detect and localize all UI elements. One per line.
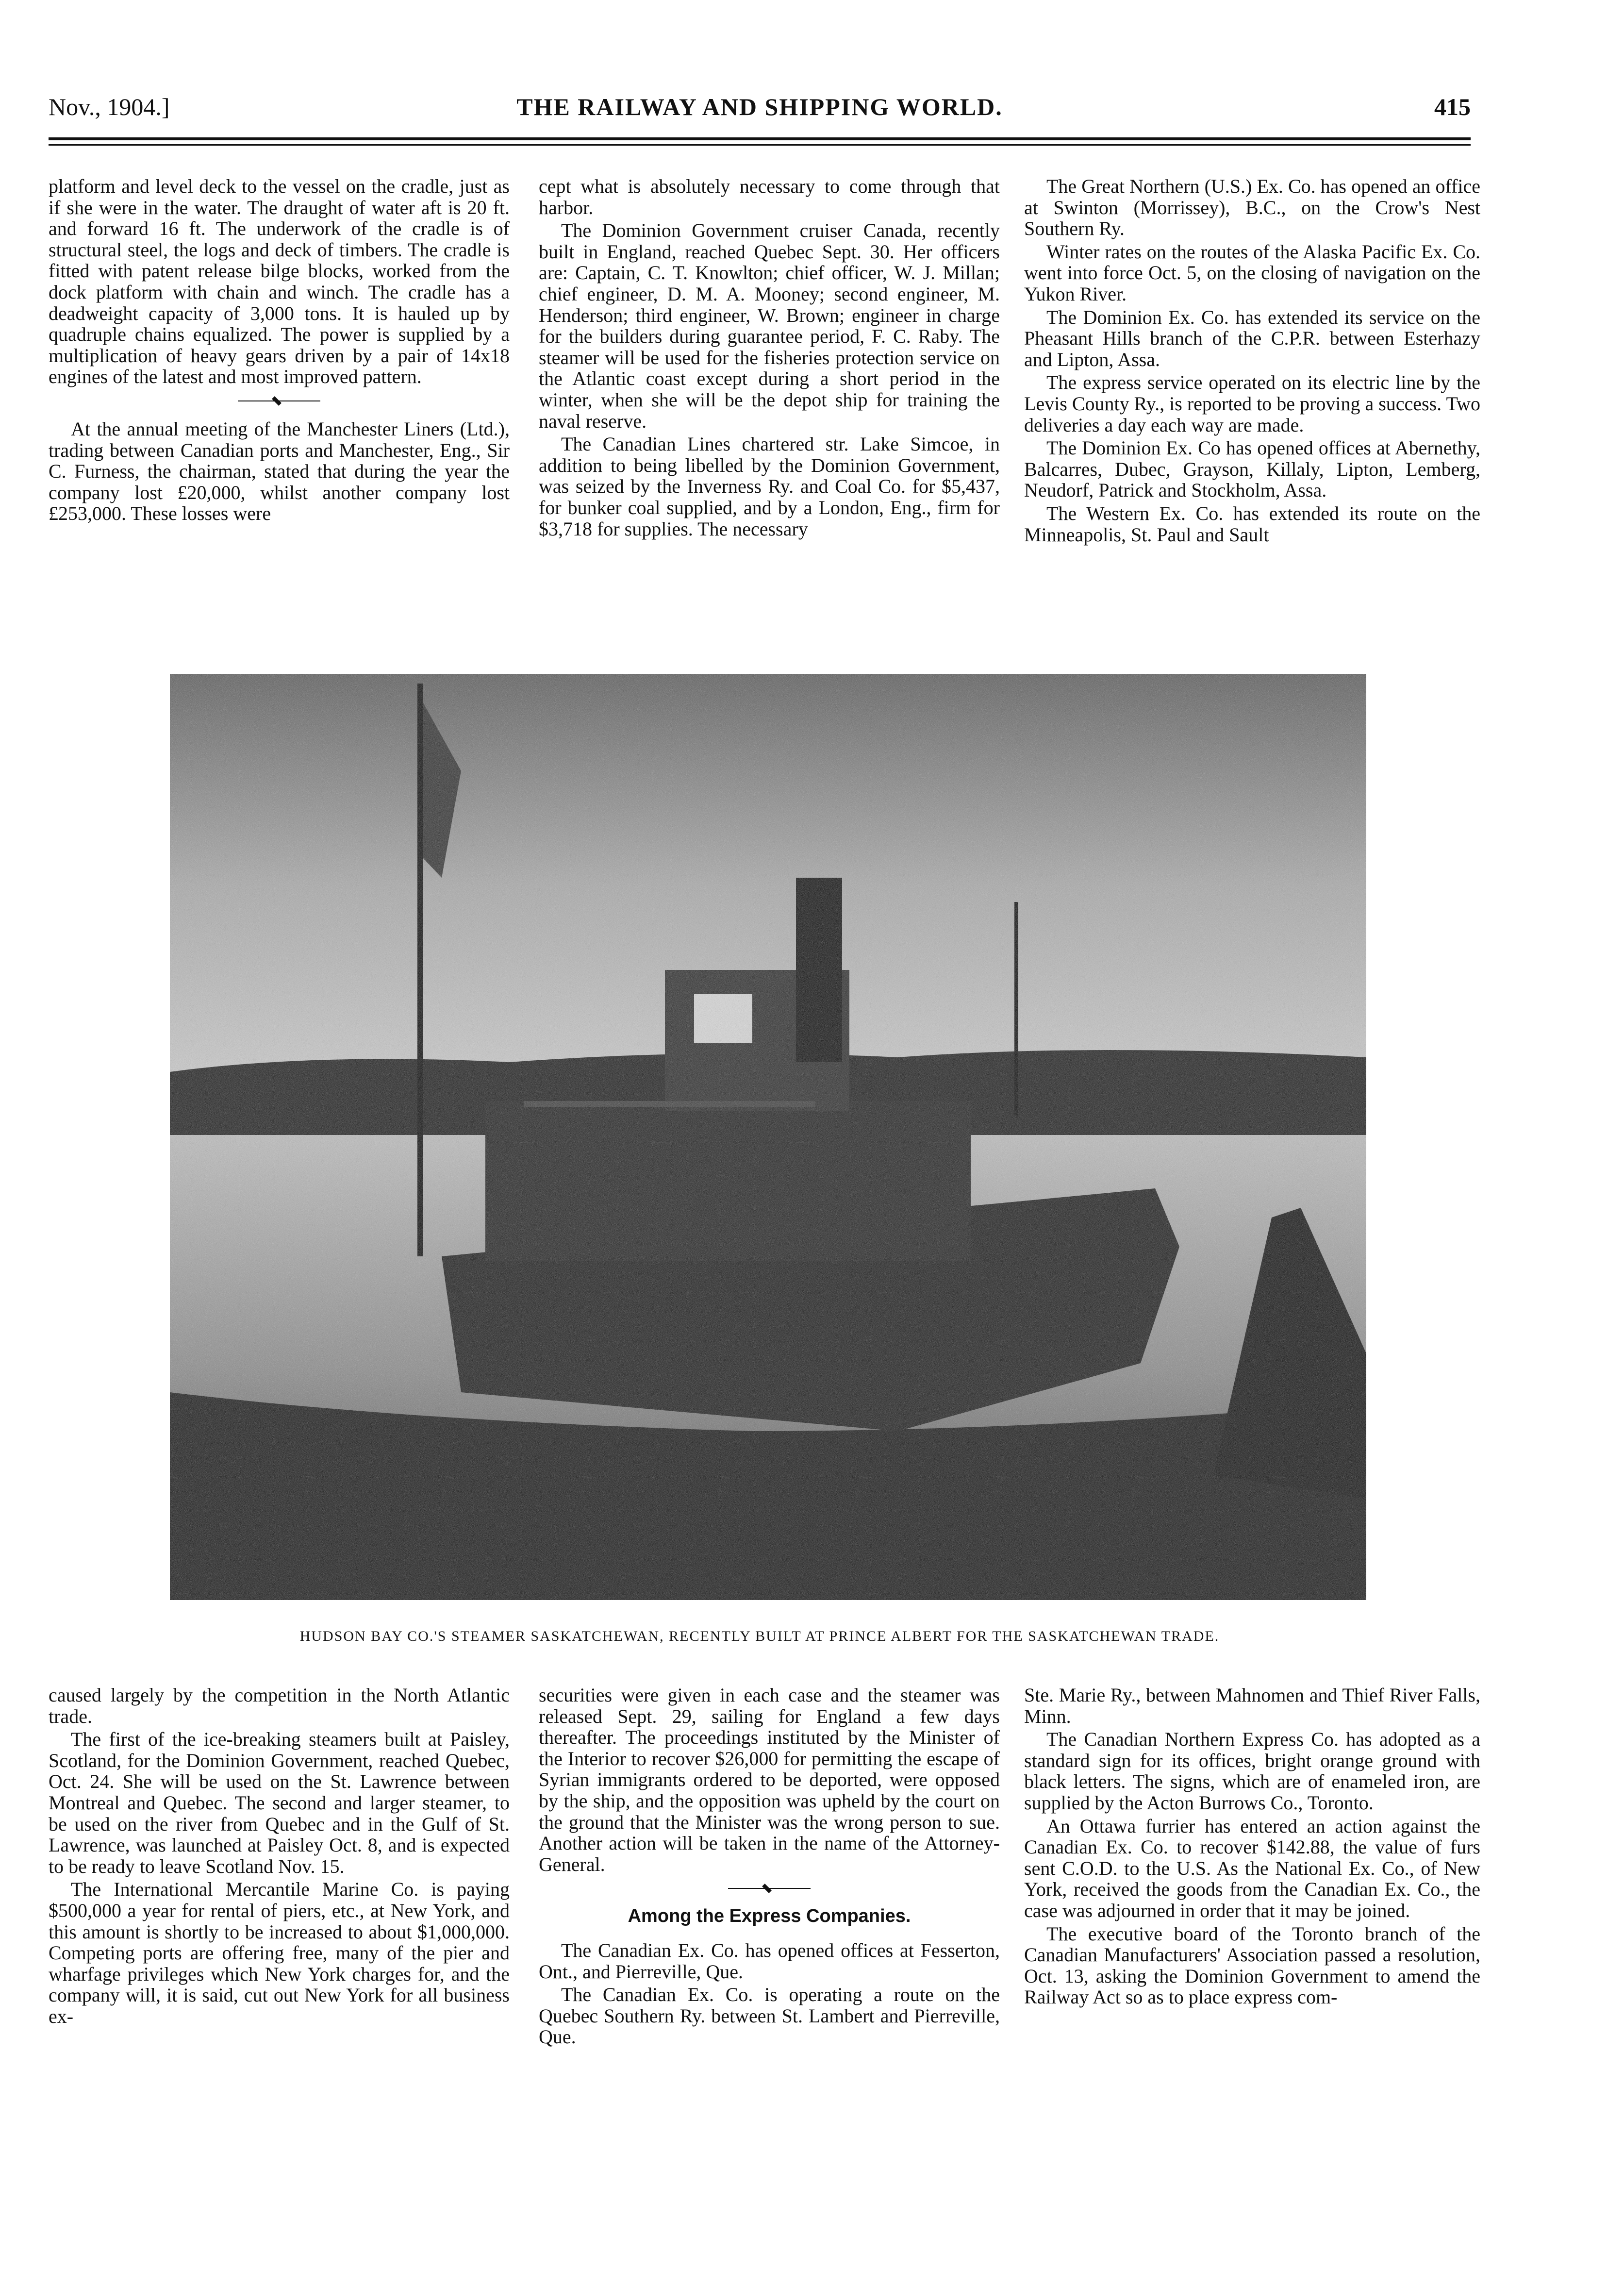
paragraph: caused largely by the competition in the North Atlantic trade. (49, 1685, 510, 1727)
journal-title: THE RAILWAY AND SHIPPING WORLD. (516, 93, 1003, 120)
paragraph: The International Mercantile Marine Co. is paying $500,000 a year for rental of piers, etc., at New York, and this amount is shortly to be increased to about $1,000,000. Competing ports are offering free, many of the pier and wharfage privileges which New York charges for, and the company will, it is said, cut out New York for all business ex- (49, 1878, 510, 2027)
paragraph: The executive board of the Toronto branch of the Canadian Manufacturers' Association passed a resolution, Oct. 13, asking the Dominion Government to amend the Railway Act so as to place express com- (1024, 1922, 1480, 2008)
paragraph: The first of the ice-breaking steamers built at Paisley, Scotland, for the Dominion Government, reached Quebec, Oct. 24. She will be used on the St. Lawrence between Montreal and Quebec. The second and larger steamer, to be used on the river from Quebec and in the Gulf of St. Lawrence, was launched at Paisley Oct. 8, and is expected to be ready to leave Scotland Nov. 15. (49, 1728, 510, 1877)
paragraph: The Canadian Lines chartered str. Lake Simcoe, in addition to being libelled by the Dominion Government, was seized by the Inverness Ry. and Coal Co. for $5,437, for bunker coal supplied, and by a London, Eng., firm for $3,718 for supplies. The necessary (539, 433, 1000, 540)
header-rule-thin (49, 144, 1471, 146)
column-1-top (49, 176, 510, 627)
column-2-top (539, 176, 1000, 627)
paragraph: The Dominion Government cruiser Canada, recently built in England, reached Quebec Sept. 30. Her officers are: Captain, C. T. Knowlton; chief officer, W. J. Millan; chief engineer, D. M. A. Mooney; second engineer, M. Henderson; third engineer, W. Brown; engineer in charge for the builders during guarantee period, F. C. Raby. The steamer will be used for the fisheries protection service on the Atlantic coast except during a short period in the winter, when she will be the depot ship for training the naval reserve. (539, 219, 1000, 432)
running-header (49, 92, 1471, 126)
issue-date: Nov., 1904.] (49, 93, 170, 120)
paragraph: At the annual meeting of the Manchester Liners (Ltd.), trading between Canadian ports and Manchester, Eng., Sir C. Furness, the chairman, stated that during the year the company lost £20,000, whilst another company lost £253,000. These losses were (49, 417, 510, 525)
section-divider-ornament (49, 392, 510, 410)
paragraph: The Canadian Northern Express Co. has adopted as a standard sign for its offices, bright orange ground with black letters. The signs, which are of enameled iron, are supplied by the Acton Burrows Co., Toronto. (1024, 1728, 1480, 1814)
column-2-bottom (539, 1685, 1000, 2185)
paragraph: cept what is absolutely necessary to come through that harbor. (539, 176, 1000, 218)
column-3-top (1024, 176, 1480, 627)
paragraph: The Canadian Ex. Co. has opened offices at Fesserton, Ont., and Pierreville, Que. (539, 1939, 1000, 1983)
header-rule-thick (49, 137, 1471, 140)
paragraph: The Western Ex. Co. has extended its route on the Minneapolis, St. Paul and Sault (1024, 502, 1480, 546)
steamer-photo (170, 674, 1366, 1600)
paragraph: securities were given in each case and the steamer was released Sept. 29, sailing for England a few days thereafter. The proceedings instituted by the Minister of the Interior to recover $26,000 for permitting the escape of Syrian immigrants ordered to be deported, were opposed by the ship, and the opposition was upheld by the court on the ground that the Minister was the wrong person to sue. Another action will be taken in the name of the Attorney-General. (539, 1685, 1000, 1875)
paragraph: The Dominion Ex. Co has opened offices at Abernethy, Balcarres, Dubec, Grayson, Killaly, Lipton, Lemberg, Neudorf, Patrick and Stockholm, Assa. (1024, 437, 1480, 501)
paragraph: The Canadian Ex. Co. is operating a route on the Quebec Southern Ry. between St. Lambert and Pierreville, Que. (539, 1984, 1000, 2048)
column-3-bottom (1024, 1685, 1480, 2185)
paragraph: Ste. Marie Ry., between Mahnomen and Thief River Falls, Minn. (1024, 1685, 1480, 1727)
steamer-photo-icon (170, 674, 1366, 1600)
paragraph: platform and level deck to the vessel on the cradle, just as if she were in the water. The draught of water aft is 20 ft. and forward 16 ft. The underwork of the cradle is of structural steel, the logs and deck of timbers. The cradle is fitted with patent release bilge blocks, worked from the dock platform with chain and winch. The cradle has a deadweight capacity of 3,000 tons. It is hauled up by quadruple chains equalized. The power is supplied by a multiplication of heavy gears driven by a pair of 14x18 engines of the latest and most improved pattern. (49, 176, 510, 388)
paragraph: The Great Northern (U.S.) Ex. Co. has opened an office at Swinton (Morrissey), B.C., on the Crow's Nest Southern Ry. (1024, 176, 1480, 240)
paragraph: An Ottawa furrier has entered an action against the Canadian Ex. Co. to recover $142.88, the value of furs sent C.O.D. to the U.S. As the National Ex. Co., of New York, received the goods from the Canadian Ex. Co., the case was adjourned in order that it may be joined. (1024, 1815, 1480, 1921)
paragraph: The Dominion Ex. Co. has extended its service on the Pheasant Hills branch of the C.P.R. between Esterhazy and Lipton, Assa. (1024, 306, 1480, 370)
section-divider-ornament (539, 1880, 1000, 1897)
paragraph: The express service operated on its electric line by the Levis County Ry., is reported to be proving a success. Two deliveries a day each way are made. (1024, 371, 1480, 436)
photo-caption: HUDSON BAY CO.'S STEAMER SASKATCHEWAN, RECENTLY BUILT AT PRINCE ALBERT FOR THE SASKATCHEWAN TRADE. (299, 1628, 1220, 1644)
section-heading: Among the Express Companies. (628, 1906, 911, 1927)
page-number: 415 (1434, 93, 1471, 120)
paragraph: Winter rates on the routes of the Alaska Pacific Ex. Co. went into force Oct. 5, on the closing of navigation on the Yukon River. (1024, 240, 1480, 305)
column-1-bottom (49, 1685, 510, 2185)
